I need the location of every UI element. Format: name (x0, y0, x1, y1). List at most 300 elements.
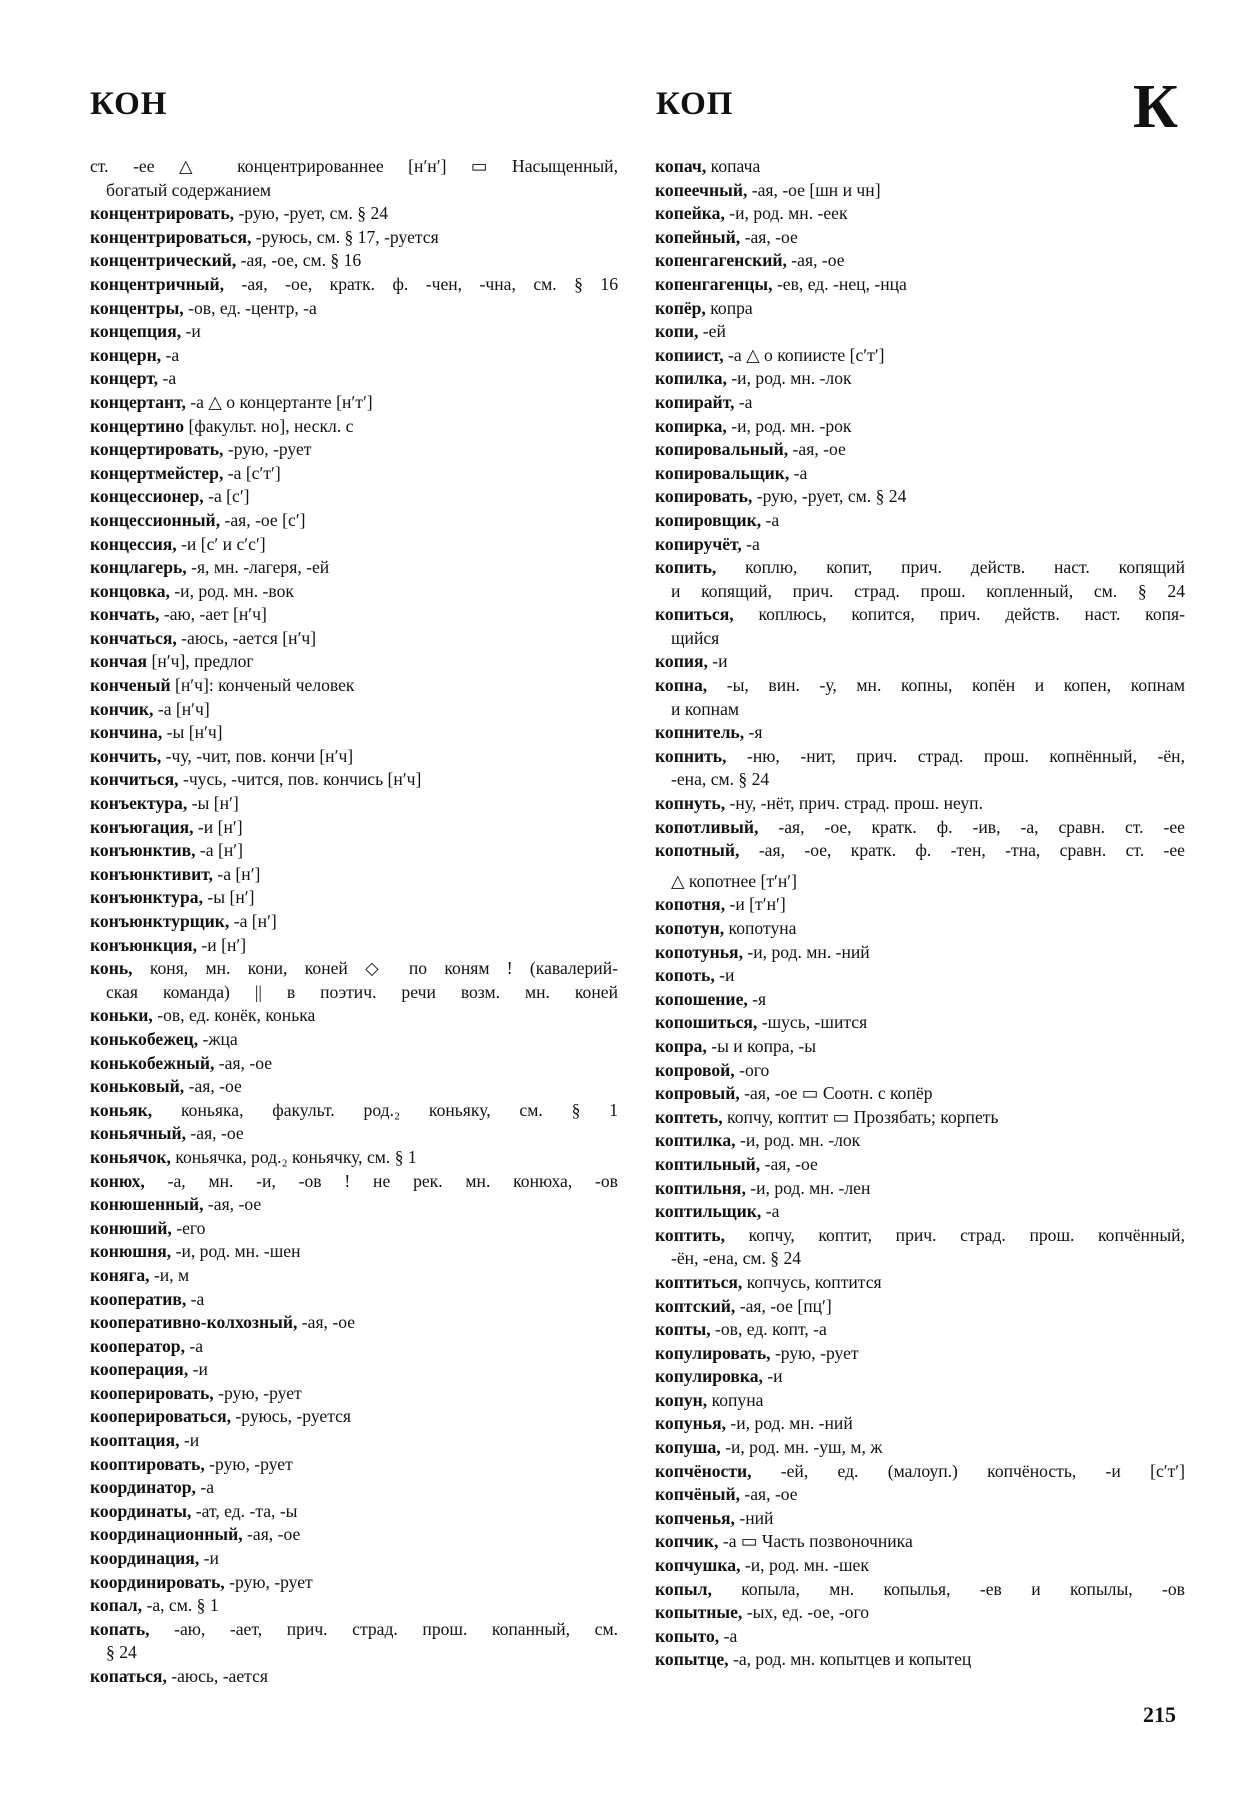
headword: копыл, (655, 1578, 712, 1599)
dictionary-entry (90, 650, 618, 674)
dictionary-entry (90, 533, 618, 557)
headword: копчёный, (655, 1484, 740, 1505)
dictionary-entry (90, 1382, 618, 1406)
headword: кончать, (90, 604, 160, 625)
dictionary-entry (90, 934, 618, 958)
dictionary-entry (90, 1476, 618, 1500)
headword: копиручёт, (655, 533, 742, 554)
headword: кооперировать, (90, 1382, 214, 1403)
dictionary-entry (90, 1335, 618, 1359)
dictionary-entry (655, 1271, 1185, 1295)
headword: копыто, (655, 1625, 720, 1646)
headword: копаться, (90, 1666, 167, 1686)
entry-text: -жца (198, 1028, 238, 1049)
running-head-right: КОП (656, 86, 734, 122)
headword: кооптация, (90, 1430, 180, 1451)
dictionary-entry (655, 1082, 1185, 1106)
dictionary-entry (655, 1648, 1185, 1672)
entry-text: -а (158, 368, 177, 389)
entry-text: -я, мн. -лагеря, -ей (186, 557, 330, 578)
headword: коптильня, (655, 1177, 746, 1198)
entry-text: -а △ о копиисте [сʹтʹ] (723, 344, 885, 365)
dictionary-entry (655, 941, 1185, 965)
headword: кооперация, (90, 1359, 189, 1380)
headword: коньячок, (90, 1146, 171, 1167)
headword: копи, (655, 321, 699, 342)
entry-continuation (90, 179, 618, 203)
headword: копировщик, (655, 509, 762, 530)
entry-text: -ая, -ое (203, 1194, 262, 1215)
headword: копач, (655, 156, 707, 176)
entry-text: -ена, см. § 24 (671, 769, 770, 790)
dictionary-entry (90, 1523, 618, 1547)
headword: коньяк, (90, 1099, 153, 1120)
headword: копчик, (655, 1531, 719, 1552)
entry-text: -ний (734, 1507, 774, 1528)
dictionary-entry (655, 1129, 1185, 1153)
entry-text: -а, род. мн. копытцев и копытец (728, 1649, 972, 1670)
entry-continuation (90, 155, 618, 179)
entry-text: -и, род. мн. -шен (171, 1241, 301, 1262)
dictionary-entry (90, 1122, 618, 1146)
entry-text: -а (734, 391, 753, 412)
dictionary-entry (90, 1358, 618, 1382)
headword: концепция, (90, 321, 182, 342)
dictionary-entry (655, 1224, 1185, 1248)
dictionary-entry (90, 816, 618, 840)
dictionary-entry (655, 721, 1185, 745)
headword: копировальный, (655, 439, 789, 460)
dictionary-entry (90, 1547, 618, 1571)
entry-continuation (655, 580, 1185, 604)
headword: копировать, (655, 486, 753, 507)
entry-text: -а (741, 533, 760, 554)
entry-text: щийся (671, 627, 720, 648)
entry-continuation (90, 1641, 618, 1665)
dictionary-entry (655, 438, 1185, 462)
headword: концовка, (90, 580, 170, 601)
entry-text: -ая, -ое (242, 1524, 301, 1545)
entry-text: коньячка, род.₂ коньячку, см. § 1 (170, 1146, 417, 1167)
headword: конькобежец, (90, 1028, 199, 1049)
entry-text: -а (761, 1201, 780, 1222)
entry-text: -а (789, 462, 808, 483)
dictionary-entry (90, 627, 618, 651)
dictionary-entry (90, 721, 618, 745)
headword: кончиться, (90, 769, 179, 790)
headword: координаты, (90, 1500, 192, 1521)
dictionary-entry (655, 1578, 1185, 1602)
dictionary-entry (90, 1075, 618, 1099)
dictionary-entry (90, 674, 618, 698)
headword: концессионер, (90, 486, 204, 507)
headword: копеечный, (655, 179, 748, 200)
entry-text: -а (195, 1477, 215, 1498)
headword: копёр, (655, 297, 706, 318)
headword: копейка, (655, 203, 725, 224)
dictionary-entry (655, 1483, 1185, 1507)
entry-text: -а [нʹч] (153, 698, 210, 719)
headword: копотун, (655, 918, 725, 938)
dictionary-entry (655, 674, 1185, 698)
entry-text: -ов, ед. копт, -а (710, 1319, 827, 1340)
headword: копнить, (655, 745, 727, 766)
entry-text: -аю, -ает [нʹч] (159, 604, 267, 625)
dictionary-entry (90, 957, 618, 981)
headword: конъюнктурщик, (90, 911, 230, 931)
entry-text: -его (171, 1217, 206, 1238)
dictionary-entry (90, 839, 618, 863)
entry-text: -и, род. мн. -рок (726, 415, 852, 436)
dictionary-entry (90, 1594, 618, 1618)
headword: копенгагенский, (655, 250, 787, 271)
dictionary-entry (655, 745, 1185, 769)
entry-text: § 24 (106, 1642, 137, 1663)
entry-text: -и (707, 651, 728, 672)
dictionary-entry (655, 509, 1185, 533)
headword: коньки, (90, 1005, 153, 1026)
headword: концессионный, (90, 509, 221, 530)
headword: концертино (90, 415, 185, 436)
dictionary-entry (655, 320, 1185, 344)
dictionary-entry (90, 1146, 618, 1170)
entry-text: -а [сʹ] (203, 486, 250, 507)
entry-text: -шусь, -шится (757, 1012, 868, 1033)
dictionary-entry (90, 320, 618, 344)
headword: кооператив, (90, 1288, 187, 1309)
headword: концертировать, (90, 439, 224, 460)
entry-text: -и, род. мн. -уш, м, ж (720, 1437, 883, 1458)
entry-text: -и, род. мн. -ний (742, 941, 870, 962)
entry-text: копчусь, коптится (742, 1271, 882, 1292)
dictionary-entry (90, 580, 618, 604)
dictionary-entry (90, 391, 618, 415)
headword: коньячный, (90, 1123, 186, 1144)
entry-text: -ню, -нит, прич. страд. прош. копнённый, -ён, (726, 745, 1185, 766)
headword: конъектура, (90, 793, 188, 814)
headword: копошение, (655, 988, 748, 1009)
headword: концентричный, (90, 273, 225, 294)
dictionary-entry (655, 839, 1185, 863)
dictionary-entry (655, 249, 1185, 273)
dictionary-entry (655, 650, 1185, 674)
entry-text: -ат, ед. -та, -ы (191, 1500, 298, 1521)
headword: конюх, (90, 1170, 145, 1191)
headword: конъюнктив, (90, 840, 196, 861)
entry-text: -ая, -ое (760, 1153, 818, 1174)
headword: кончик, (90, 698, 154, 719)
headword: копытце, (655, 1649, 729, 1670)
entry-text: -ая, -ое ▭ Соотн. с копёр (739, 1083, 933, 1104)
entry-text: ст. -ее △ концентрированнее [нʹнʹ] ▭ Насыщенный, (90, 156, 618, 176)
headword: кооперироваться, (90, 1406, 232, 1427)
headword: концентрировать, (90, 203, 235, 224)
dictionary-entry (90, 367, 618, 391)
dictionary-entry (655, 1035, 1185, 1059)
entry-text: -ы [нʹч] (162, 722, 223, 743)
entry-text: -а (161, 344, 180, 365)
dictionary-entry (90, 1500, 618, 1524)
dictionary-entry (90, 415, 618, 439)
dictionary-entry (90, 438, 618, 462)
headword: концентрический, (90, 250, 237, 271)
entry-text: богатый содержанием (106, 179, 272, 200)
headword: конъюгация, (90, 816, 194, 837)
thumb-index-letter: К (1133, 73, 1178, 141)
dictionary-entry (90, 1618, 618, 1642)
dictionary-entry (655, 1530, 1185, 1554)
entry-text: -и (188, 1359, 208, 1380)
page-number: 215 (1143, 1702, 1176, 1727)
entry-text: -и, род. мн. -шек (740, 1555, 869, 1576)
headword: копотня, (655, 894, 726, 915)
dictionary-entry (655, 917, 1185, 941)
headword: кончить, (90, 745, 162, 766)
dictionary-entry (90, 603, 618, 627)
entry-text: копача (706, 156, 761, 176)
entry-text: -ов, ед. -центр, -а (183, 297, 317, 318)
headword: координационный, (90, 1524, 243, 1545)
headword: конъюнктура, (90, 887, 204, 908)
entry-text: -а [нʹ] (229, 911, 277, 931)
entry-continuation (655, 768, 1185, 792)
entry-text: -чусь, -чится, пов. кончись [нʹч] (178, 769, 422, 790)
entry-text: копуна (707, 1389, 764, 1410)
entry-text: коня, мн. кони, коней ◇ по коням ! (кавалерий- (132, 958, 618, 979)
dictionary-entry (90, 556, 618, 580)
headword: концертант, (90, 391, 186, 412)
dictionary-entry (90, 910, 618, 934)
headword: кончина, (90, 722, 163, 743)
entry-text: -ая, -ое (297, 1312, 356, 1333)
dictionary-entry (655, 1625, 1185, 1649)
entry-text: -ая, -ое (788, 439, 846, 460)
dictionary-entry (655, 1153, 1185, 1177)
dictionary-entry (90, 1240, 618, 1264)
headword: копотунья, (655, 941, 743, 962)
headword: копотливый, (655, 816, 759, 837)
dictionary-entry (655, 391, 1185, 415)
dictionary-entry (90, 698, 618, 722)
entry-continuation (655, 698, 1185, 722)
entry-text: -и [нʹ] (197, 934, 247, 955)
entry-text: -а, мн. -и, -ов ! не рек. мн. конюха, -ов (144, 1170, 618, 1191)
entry-text: -ая, -ое [шн и чн] (747, 179, 881, 200)
dictionary-entry (655, 1295, 1185, 1319)
dictionary-entry (90, 1004, 618, 1028)
dictionary-entry (90, 344, 618, 368)
dictionary-entry (90, 768, 618, 792)
dictionary-entry (90, 1665, 618, 1689)
entry-text: -ых, ед. -ое, -ого (742, 1602, 870, 1623)
headword: копнуть, (655, 793, 726, 814)
dictionary-entry (90, 1099, 618, 1123)
entry-text: копчу, коптит, прич. страд. прош. копчённый, (724, 1224, 1185, 1245)
headword: коньковый, (90, 1076, 185, 1097)
dictionary-entry (655, 179, 1185, 203)
dictionary-entry (90, 1217, 618, 1241)
entry-text: -и (181, 321, 201, 342)
headword: копал, (90, 1595, 143, 1616)
dictionary-entry (90, 886, 618, 910)
entry-text: -а (761, 509, 780, 530)
headword: коптиться, (655, 1271, 743, 1292)
entry-text: -и [тʹнʹ] (725, 894, 786, 915)
dictionary-entry (655, 202, 1185, 226)
dictionary-entry (90, 1028, 618, 1052)
headword: коптский, (655, 1295, 736, 1316)
headword: коптильный, (655, 1153, 761, 1174)
entry-text: -а △ о концертанте [нʹтʹ] (185, 391, 373, 412)
dictionary-entry (90, 1288, 618, 1312)
entry-text: -ы [нʹ] (203, 887, 255, 908)
headword: концентры, (90, 297, 184, 318)
entry-text: -я (744, 722, 763, 743)
headword: копчушка, (655, 1555, 741, 1576)
headword: копать, (90, 1618, 150, 1639)
entry-text: -и, род. мн. -лок (735, 1130, 861, 1151)
right-column (655, 155, 1185, 1672)
dictionary-entry (655, 533, 1185, 557)
entry-text: -и (714, 965, 735, 986)
entry-continuation (655, 870, 1185, 894)
entry-text: -а ▭ Часть позвоночника (718, 1531, 913, 1552)
dictionary-entry (655, 1507, 1185, 1531)
entry-text: -ая, -ое (740, 226, 798, 247)
dictionary-entry (655, 1436, 1185, 1460)
running-head-left: КОН (90, 86, 168, 122)
dictionary-entry (655, 1200, 1185, 1224)
entry-text: копчу, коптит ▭ Прозябать; корпеть (722, 1106, 999, 1127)
dictionary-entry (655, 1106, 1185, 1130)
entry-text: -ы, вин. -у, мн. копны, копён и копен, копнам (707, 675, 1185, 696)
entry-text: -и, род. мн. -лок (726, 368, 852, 389)
dictionary-entry (655, 603, 1185, 627)
headword: копия, (655, 651, 708, 672)
entry-text: -а [нʹ] (212, 863, 261, 884)
headword: коптить, (655, 1224, 725, 1245)
dictionary-entry (655, 1177, 1185, 1201)
dictionary-entry (655, 1412, 1185, 1436)
dictionary-entry (655, 226, 1185, 250)
dictionary-entry (90, 1170, 618, 1194)
headword: копытные, (655, 1602, 743, 1623)
headword: концертмейстер, (90, 462, 224, 483)
headword: конькобежный, (90, 1052, 215, 1073)
entry-text: -рую, -рует, см. § 24 (234, 203, 389, 224)
entry-text: и копящий, прич. страд. прош. копленный, см. § 24 (671, 580, 1185, 601)
entry-text: -я (747, 988, 767, 1009)
entry-text: -аюсь, -ается (166, 1666, 268, 1686)
entry-text: -и (199, 1548, 219, 1569)
dictionary-entry (655, 1318, 1185, 1342)
headword: копровой, (655, 1059, 735, 1080)
entry-text: -рую, -рует (770, 1342, 859, 1363)
headword: копровый, (655, 1083, 740, 1104)
dictionary-entry (655, 1059, 1185, 1083)
headword: копченья, (655, 1507, 735, 1528)
dictionary-entry (90, 792, 618, 816)
headword: копенгагенцы, (655, 273, 773, 294)
dictionary-entry (90, 509, 618, 533)
headword: копирка, (655, 415, 727, 436)
headword: копирайт, (655, 391, 735, 412)
dictionary-entry (90, 273, 618, 297)
dictionary-entry (90, 863, 618, 887)
entry-continuation (655, 627, 1185, 651)
dictionary-entry (90, 226, 618, 250)
entry-text: копотуна (724, 918, 797, 938)
dictionary-entry (655, 1460, 1185, 1484)
headword: копна, (655, 675, 708, 696)
dictionary-entry (655, 1011, 1185, 1035)
dictionary-entry (90, 1052, 618, 1076)
entry-text: -а [нʹ] (195, 840, 243, 861)
dictionary-entry (655, 273, 1185, 297)
dictionary-entry (90, 1405, 618, 1429)
entry-text: -ён, -ена, см. § 24 (671, 1248, 802, 1269)
entry-text: -рую, -рует (224, 1571, 313, 1592)
headword: копунья, (655, 1413, 726, 1434)
headword: конъюнктивит, (90, 863, 213, 884)
headword: копун, (655, 1389, 708, 1410)
entry-text: -и [нʹ] (193, 816, 243, 837)
dictionary-entry (90, 1264, 618, 1288)
dictionary-entry (90, 202, 618, 226)
headword: координатор, (90, 1477, 196, 1498)
dictionary-entry (90, 462, 618, 486)
entry-text: -рую, -рует (223, 439, 312, 460)
entry-text: -ая, -ое (186, 1123, 244, 1144)
entry-text: -ей, ед. (малоуп.) копчёность, -и [сʹтʹ] (751, 1460, 1185, 1481)
entry-text: -ая, -ое, кратк. ф. -ив, -а, сравн. ст. -ее (758, 816, 1185, 837)
dictionary-entry (655, 1389, 1185, 1413)
entry-text: -а (186, 1288, 205, 1309)
headword: концлагерь, (90, 557, 187, 578)
dictionary-entry (90, 1311, 618, 1335)
entry-text: -руюсь, см. § 17, -руется (251, 226, 439, 247)
headword: копты, (655, 1319, 711, 1340)
headword: копулировать, (655, 1342, 771, 1363)
entry-text: -ну, -нёт, прич. страд. прош. неуп. (725, 793, 983, 814)
dictionary-entry (655, 1342, 1185, 1366)
entry-continuation (655, 1247, 1185, 1271)
dictionary-entry (90, 1429, 618, 1453)
entry-text: -ая, -ое, кратк. ф. -чен, -чна, см. § 16 (224, 273, 618, 294)
headword: концессия, (90, 533, 177, 554)
headword: кончаться, (90, 627, 177, 648)
headword: копуша, (655, 1437, 721, 1458)
dictionary-entry (655, 964, 1185, 988)
headword: координировать, (90, 1571, 225, 1592)
dictionary-entry (655, 367, 1185, 391)
headword: копить, (655, 557, 717, 578)
headword: коняга, (90, 1264, 150, 1285)
entry-text: -ая, -ое [сʹ] (220, 509, 306, 530)
headword: копилка, (655, 368, 727, 389)
headword: копра, (655, 1035, 707, 1056)
headword: копнитель, (655, 722, 745, 743)
entry-text: -и, род. мн. -лен (745, 1177, 871, 1198)
headword: копиться, (655, 604, 734, 625)
entry-text: -и, род. мн. -еек (724, 203, 848, 224)
headword: копотный, (655, 840, 740, 861)
entry-text: [нʹч]: конченый человек (170, 675, 355, 696)
headword: коптилка, (655, 1130, 736, 1151)
headword: конюшенный, (90, 1194, 204, 1215)
headword: концерт, (90, 368, 159, 389)
dictionary-entry (655, 988, 1185, 1012)
